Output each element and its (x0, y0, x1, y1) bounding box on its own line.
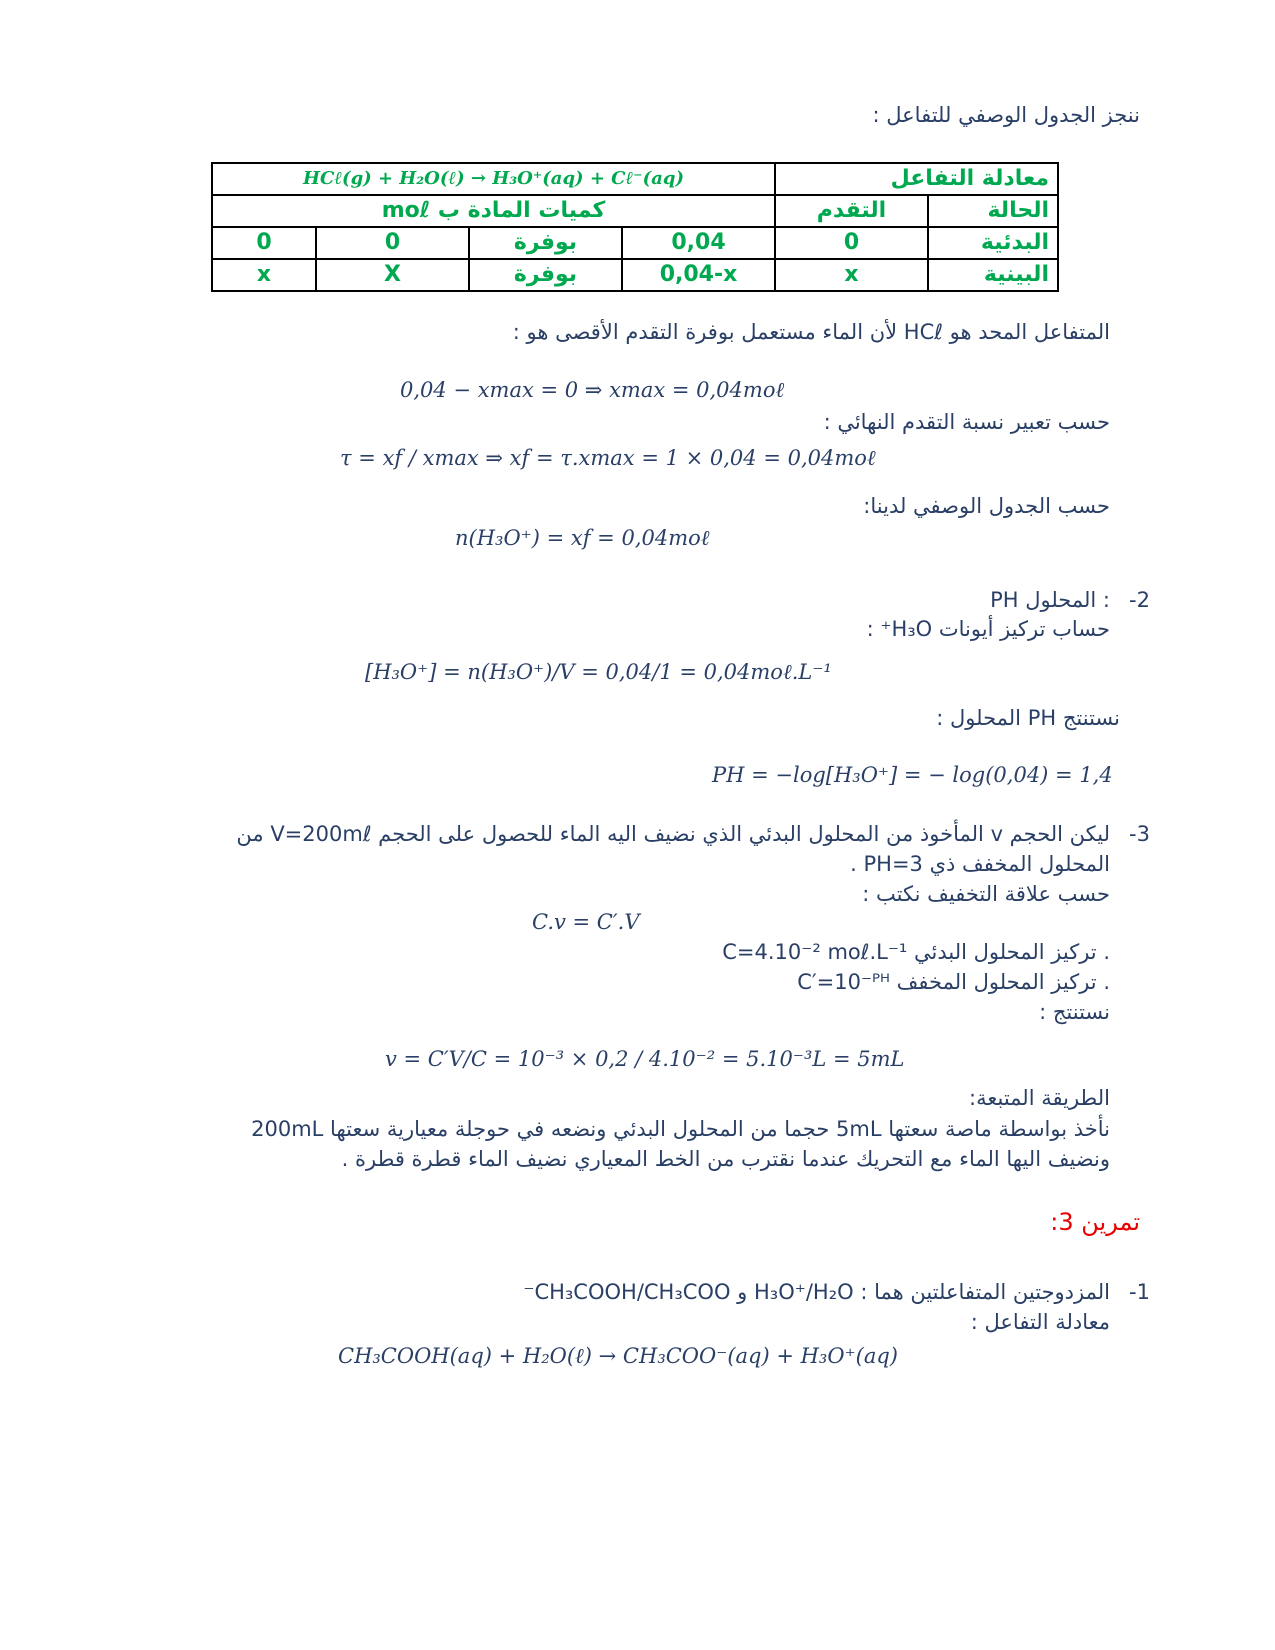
method-line2: ونضيف اليها الماء مع التحريك عندما نقترب من الخط المعياري نضيف الماء قطرة قطرة . (341, 1147, 1110, 1171)
intro-text: ننجز الجدول الوصفي للتفاعل : (872, 103, 1140, 127)
cell: x (212, 259, 316, 291)
progress-table (211, 162, 1059, 292)
table-row (212, 227, 1058, 259)
exercise-3-title: تمرين 3: (1050, 1208, 1140, 1236)
eq-acetic: CH₃COOH(aq) + H₂O(ℓ) → CH₃COO⁻(aq) + H₃O⁺(aq) (338, 1344, 898, 1368)
eq-dilution: C.v = C′.V (532, 910, 640, 934)
deduce-ph: نستنتج PH المحلول : (936, 706, 1120, 730)
table-row (212, 259, 1058, 291)
equation-label: معادلة التفاعل (775, 163, 1058, 195)
cell: x (775, 259, 928, 291)
c-initial: C=4.10⁻² moℓ.L⁻¹ تركيز المحلول البدئي . (722, 940, 1110, 964)
cell: 0 (775, 227, 928, 259)
eq-v: v = C′V/C = 10⁻³ × 0,2 / 4.10⁻² = 5.10⁻³L = 5mL (385, 1047, 905, 1071)
q3-line2: المحلول المخفف ذي PH=3 . (850, 852, 1110, 876)
eq-nh3o: n(H₃O⁺) = xf = 0,04moℓ (455, 526, 710, 550)
cell: 0,04-x (622, 259, 775, 291)
cell: X (316, 259, 469, 291)
reaction-equation: HCℓ(g) + H₂O(ℓ) → H₃O⁺(aq) + Cℓ⁻(aq) (212, 163, 775, 195)
concentration-label: حساب تركيز أيونات H₃O⁺ : (866, 617, 1110, 641)
progress-label: التقدم (775, 195, 928, 227)
eq-ph: PH = −log[H₃O⁺] = − log(0,04) = 1,4 (712, 763, 1113, 787)
limiting-text: المتفاعل المحد هو HCℓ لأن الماء مستعمل بوفرة التقدم الأقصى هو : (512, 320, 1110, 344)
e3-q1-number: -1 (1129, 1280, 1150, 1304)
state-label: الحالة (928, 195, 1058, 227)
cell-state: البدئية (928, 227, 1058, 259)
dilution-label: حسب علاقة التخفيف نكتب : (862, 882, 1110, 906)
cell: بوفرة (469, 227, 622, 259)
q3-line1: ليكن الحجم v المأخوذ من المحلول البدئي الذي نضيف اليه الماء للحصول على الحجم V=200mℓ من (236, 822, 1110, 846)
cell: 0 (316, 227, 469, 259)
q2-title: PH المحلول : (990, 588, 1110, 612)
eq-concentration: [H₃O⁺] = n(H₃O⁺)/V = 0,04/1 = 0,04moℓ.L⁻¹ (365, 660, 832, 684)
cell: 0 (212, 227, 316, 259)
method-label: الطريقة المتبعة: (969, 1086, 1110, 1110)
method-line1: نأخذ بواسطة ماصة سعتها 5mL حجما من المحلول البدئي ونضعه في حوجلة معيارية سعتها 200mL (251, 1117, 1110, 1141)
deduce-label: نستنتج : (1039, 1000, 1110, 1024)
table-says: حسب الجدول الوصفي لدينا: (863, 494, 1110, 518)
cell: بوفرة (469, 259, 622, 291)
eq-xmax: 0,04 − xmax = 0 ⇒ xmax = 0,04moℓ (400, 378, 785, 402)
e3-reaction-label: معادلة التفاعل : (970, 1310, 1110, 1334)
cell: 0,04 (622, 227, 775, 259)
q2-number: -2 (1129, 588, 1150, 612)
eq-tau: τ = xf / xmax ⇒ xf = τ.xmax = 1 × 0,04 = 0,04moℓ (340, 446, 876, 470)
final-ratio-label: حسب تعبير نسبة التقدم النهائي : (823, 410, 1110, 434)
c-diluted: C′=10⁻ᴾᴴ تركيز المحلول المخفف . (797, 970, 1110, 994)
q3-number: -3 (1129, 822, 1150, 846)
e3-q1-text: المزدوجتين المتفاعلتين هما : H₃O⁺/H₂O و CH₃COOH/CH₃COO⁻ (523, 1280, 1110, 1304)
quantities-label: كميات المادة ب moℓ (212, 195, 775, 227)
cell-state: البينية (928, 259, 1058, 291)
